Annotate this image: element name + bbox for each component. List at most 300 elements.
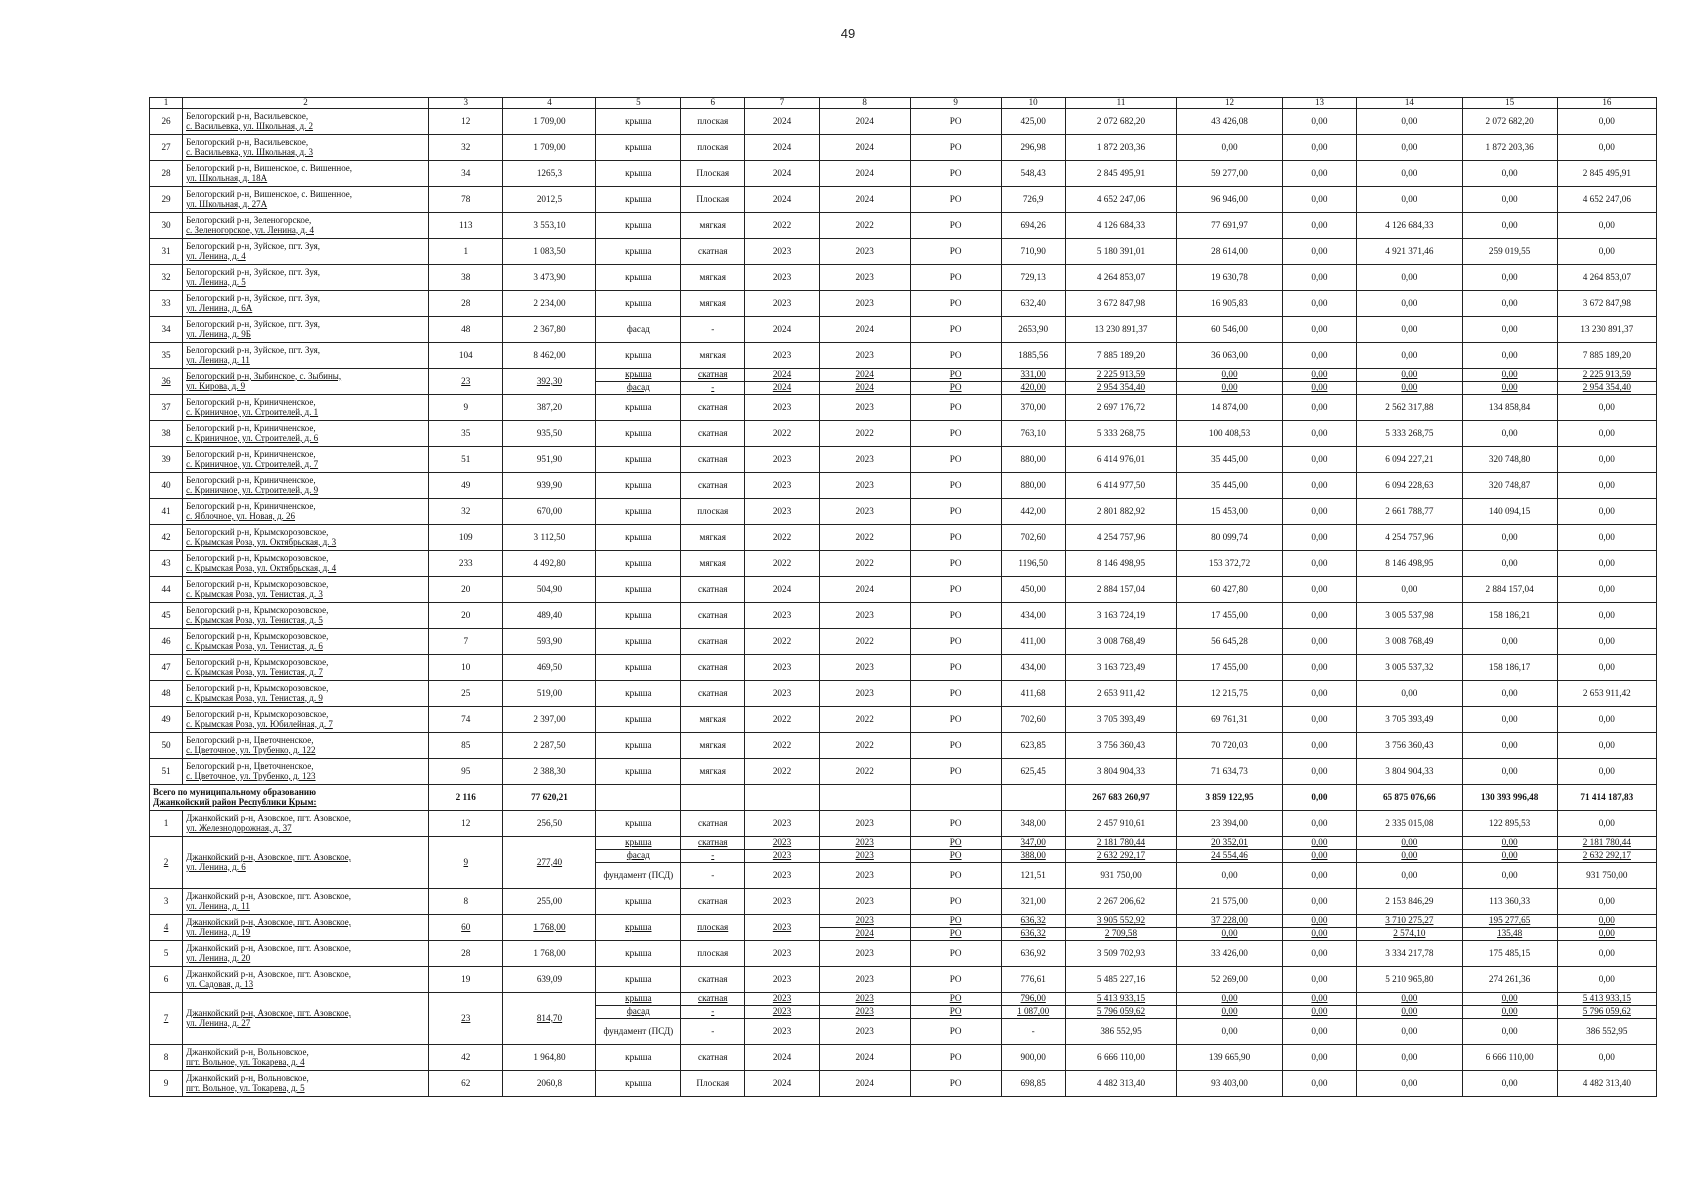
cell-c3: 74 [429, 707, 503, 733]
cell-c3: 10 [429, 655, 503, 681]
cell-c14: 2 574,10 [1357, 928, 1462, 941]
cell-c11: 6 414 977,50 [1065, 473, 1177, 499]
table-row [150, 681, 1657, 707]
cell-c10: 434,00 [1001, 655, 1065, 681]
address-line-2: с. Криничное, ул. Строителей, д. 9 [186, 484, 319, 495]
cell-c13: 0,00 [1282, 1071, 1356, 1097]
address-line-1: Белогорский р-н, Цветочненское, [186, 760, 314, 771]
table-row [150, 473, 1657, 499]
cell-c6: скатная [681, 395, 745, 421]
cell-c6: - [681, 317, 745, 343]
row-number: 32 [150, 265, 183, 291]
cell-c9: РО [910, 421, 1001, 447]
total-label [150, 785, 429, 811]
cell-c7: 2022 [745, 421, 819, 447]
cell-c13: 0,00 [1282, 473, 1356, 499]
cell-c6: Плоская [681, 187, 745, 213]
cell-c12: 0,00 [1177, 369, 1282, 382]
table-row [150, 239, 1657, 265]
cell-c13: 0,00 [1282, 889, 1356, 915]
cell-c4: 951,90 [503, 447, 596, 473]
cell-c8: 2023 [819, 811, 910, 837]
address-cell [183, 551, 429, 577]
cell-c12: 36 063,00 [1177, 343, 1282, 369]
cell-c6: мягкая [681, 213, 745, 239]
cell-c7: 2023 [745, 941, 819, 967]
address-line-1: Белогорский р-н, Крымскорозовское, [186, 578, 329, 589]
cell-c12: 28 614,00 [1177, 239, 1282, 265]
address-cell [183, 369, 429, 395]
address-line-1: Белогорский р-н, Васильевское, [186, 110, 309, 121]
row-number: 5 [150, 941, 183, 967]
row-number: 29 [150, 187, 183, 213]
cell-c9: РО [910, 473, 1001, 499]
cell-c11: 6 666 110,00 [1065, 1045, 1177, 1071]
address-cell [183, 603, 429, 629]
cell-c7: 2024 [745, 187, 819, 213]
cell-c15: 1 872 203,36 [1462, 135, 1557, 161]
cell-c4: 3 553,10 [503, 213, 596, 239]
cell-c10: 321,00 [1001, 889, 1065, 915]
table-row [150, 1071, 1657, 1097]
cell-c5: фасад [596, 850, 681, 863]
cell-c15: 140 094,15 [1462, 499, 1557, 525]
cell-c12: 14 874,00 [1177, 395, 1282, 421]
cell-c10: 347,00 [1001, 837, 1065, 850]
cell-c3: 19 [429, 967, 503, 993]
cell-c16: 2 954 354,40 [1557, 382, 1656, 395]
cell-c6: скатная [681, 473, 745, 499]
cell-c15: 0,00 [1462, 291, 1557, 317]
cell-c9: РО [910, 291, 1001, 317]
cell-c11: 8 146 498,95 [1065, 551, 1177, 577]
cell-c3: 60 [429, 915, 503, 941]
address-line-1: Белогорский р-н, Криничненское, [186, 396, 316, 407]
cell-c16: 5 796 059,62 [1557, 1006, 1656, 1019]
cell-c8: 2023 [819, 395, 910, 421]
row-number: 47 [150, 655, 183, 681]
address-line-1: Белогорский р-н, Крымскорозовское, [186, 552, 329, 563]
cell-c14: 0,00 [1357, 109, 1462, 135]
row-number: 36 [150, 369, 183, 395]
address-line-1: Джанкойский р-н, Азовское, пгт. Азовское, [186, 916, 351, 927]
cell-c6: скатная [681, 681, 745, 707]
cell-c12: 96 946,00 [1177, 187, 1282, 213]
table-row [150, 733, 1657, 759]
cell-c6: плоская [681, 915, 745, 941]
cell-c12: 93 403,00 [1177, 1071, 1282, 1097]
cell-c4: 593,90 [503, 629, 596, 655]
table-row [150, 395, 1657, 421]
cell-c3: 34 [429, 161, 503, 187]
address-line-2: с. Крымская Роза, ул. Октябрьская, д. 4 [186, 562, 337, 573]
cell-c11: 4 652 247,06 [1065, 187, 1177, 213]
address-cell [183, 421, 429, 447]
cell-c14: 3 705 393,49 [1357, 707, 1462, 733]
cell-c12: 0,00 [1177, 993, 1282, 1006]
cell-c14: 3 710 275,27 [1357, 915, 1462, 928]
cell-c5: крыша [596, 655, 681, 681]
cell-c16: 0,00 [1557, 109, 1656, 135]
address-line-2: с. Крымская Роза, ул. Юбилейная, д. 7 [186, 718, 333, 729]
address-line-2: ул. Ленина, д. 11 [186, 354, 250, 365]
cell-c7: 2022 [745, 525, 819, 551]
cell-c7: 2023 [745, 343, 819, 369]
cell-c13: 0,00 [1282, 941, 1356, 967]
cell-c8: 2023 [819, 291, 910, 317]
table-row [150, 343, 1657, 369]
cell-c14: 0,00 [1357, 135, 1462, 161]
column-header-13: 13 [1282, 98, 1356, 109]
cell-c8: 2024 [819, 187, 910, 213]
cell-c9: РО [910, 850, 1001, 863]
cell-c8: 2023 [819, 889, 910, 915]
row-number: 26 [150, 109, 183, 135]
cell-c11: 3 756 360,43 [1065, 733, 1177, 759]
cell-c5: крыша [596, 889, 681, 915]
cell-c16: 5 413 933,15 [1557, 993, 1656, 1006]
cell-c11: 5 796 059,62 [1065, 1006, 1177, 1019]
cell-c3: 12 [429, 811, 503, 837]
cell-c10: 623,85 [1001, 733, 1065, 759]
address-line-2: с. Зеленогорское, ул. Ленина, д. 4 [186, 224, 315, 235]
cell-c13: 0,00 [1282, 447, 1356, 473]
row-number: 7 [150, 993, 183, 1045]
cell-c8: 2023 [819, 655, 910, 681]
address-line-2: ул. Ленина, д. 9Б [186, 328, 251, 339]
cell-c7: 2024 [745, 1071, 819, 1097]
address-line-1: Белогорский р-н, Крымскорозовское, [186, 708, 329, 719]
cell-c8: 2023 [819, 993, 910, 1006]
cell-c10: 442,00 [1001, 499, 1065, 525]
cell-c3: 7 [429, 629, 503, 655]
cell-c12: 37 228,00 [1177, 915, 1282, 928]
address-line-2: ул. Школьная, д. 18А [186, 172, 268, 183]
cell-c8: 2024 [819, 928, 910, 941]
row-number: 4 [150, 915, 183, 941]
address-line-2: ул. Железнодорожная, д. 37 [186, 822, 292, 833]
cell-c10: 632,40 [1001, 291, 1065, 317]
cell-c9: РО [910, 993, 1001, 1006]
cell-c16: 0,00 [1557, 213, 1656, 239]
cell-c12: 20 352,01 [1177, 837, 1282, 850]
cell-c15: 135,48 [1462, 928, 1557, 941]
cell-c7: 2023 [745, 655, 819, 681]
address-line-2: ул. Ленина, д. 4 [186, 250, 246, 261]
address-line-1: Белогорский р-н, Криничненское, [186, 422, 316, 433]
table-row [150, 577, 1657, 603]
cell-c16: 0,00 [1557, 759, 1656, 785]
cell-c11: 3 509 702,93 [1065, 941, 1177, 967]
cell-c11: 5 413 933,15 [1065, 993, 1177, 1006]
cell-c14: 0,00 [1357, 837, 1462, 850]
cell-c5: крыша [596, 759, 681, 785]
cell-c9: РО [910, 239, 1001, 265]
cell-c12: 100 408,53 [1177, 421, 1282, 447]
column-header-4: 4 [503, 98, 596, 109]
cell-c10: 702,60 [1001, 525, 1065, 551]
address-line-1: Белогорский р-н, Зуйское, пгт. Зуя, [186, 318, 321, 329]
cell-c5: крыша [596, 213, 681, 239]
cell-c16: 3 672 847,98 [1557, 291, 1656, 317]
cell-c16: 0,00 [1557, 967, 1656, 993]
address-cell [183, 499, 429, 525]
cell-c5: крыша [596, 629, 681, 655]
page-number: 49 [840, 26, 856, 41]
cell-c11: 13 230 891,37 [1065, 317, 1177, 343]
address-line-2: ул. Кирова, д. 9 [186, 380, 246, 391]
cell-c7: 2024 [745, 577, 819, 603]
cell-c5: крыша [596, 291, 681, 317]
address-line-1: Джанкойский р-н, Азовское, пгт. Азовское, [186, 890, 351, 901]
cell-c5: фасад [596, 317, 681, 343]
address-line-1: Белогорский р-н, Крымскорозовское, [186, 630, 329, 641]
cell-c12: 77 691,97 [1177, 213, 1282, 239]
cell-c7: 2023 [745, 681, 819, 707]
cell-c4: 2 367,80 [503, 317, 596, 343]
cell-c5: крыша [596, 187, 681, 213]
cell-c9: РО [910, 928, 1001, 941]
cell-c6: - [681, 382, 745, 395]
address-line-2: с. Васильевка, ул. Школьная, д. 2 [186, 120, 314, 131]
cell-c6: скатная [681, 369, 745, 382]
cell-c7: 2023 [745, 915, 819, 941]
table-row [150, 707, 1657, 733]
column-header-10: 10 [1001, 98, 1065, 109]
cell-c12: 15 453,00 [1177, 499, 1282, 525]
row-number: 49 [150, 707, 183, 733]
cell-c11: 2 457 910,61 [1065, 811, 1177, 837]
cell-c3: 9 [429, 837, 503, 889]
cell-c6: скатная [681, 811, 745, 837]
address-cell [183, 889, 429, 915]
address-line-2: пгт. Вольное, ул. Токарева, д. 5 [186, 1082, 305, 1093]
address-line-1: Белогорский р-н, Крымскорозовское, [186, 656, 329, 667]
cell-c16: 0,00 [1557, 395, 1656, 421]
cell-c3: 38 [429, 265, 503, 291]
cell-c9: РО [910, 447, 1001, 473]
cell-c4: 2 287,50 [503, 733, 596, 759]
cell-c16: 0,00 [1557, 629, 1656, 655]
cell-c4: 3 473,90 [503, 265, 596, 291]
cell-c9: РО [910, 369, 1001, 382]
cell-c10: 296,98 [1001, 135, 1065, 161]
cell-c11: 3 163 724,19 [1065, 603, 1177, 629]
cell-c8: 2023 [819, 850, 910, 863]
cell-c16: 0,00 [1557, 421, 1656, 447]
address-line-2: пгт. Вольное, ул. Токарева, д. 4 [186, 1056, 305, 1067]
cell-c13: 0,00 [1282, 499, 1356, 525]
cell-c4: 3 112,50 [503, 525, 596, 551]
cell-c13: 0,00 [1282, 993, 1356, 1006]
cell-c11: 4 482 313,40 [1065, 1071, 1177, 1097]
cell-c15: 0,00 [1462, 317, 1557, 343]
address-line-2: с. Крымская Роза, ул. Октябрьская, д. 3 [186, 536, 337, 547]
cell-c16: 0,00 [1557, 889, 1656, 915]
cell-c13: 0,00 [1282, 850, 1356, 863]
cell-c13: 0,00 [1282, 135, 1356, 161]
cell-c5: крыша [596, 733, 681, 759]
address-line-2: ул. Школьная, д. 27А [186, 198, 268, 209]
cell-c5: фундамент (ПСД) [596, 1019, 681, 1045]
cell-c5: крыша [596, 1045, 681, 1071]
cell-c10: 702,60 [1001, 707, 1065, 733]
cell-c15: 0,00 [1462, 213, 1557, 239]
cell-c12: 0,00 [1177, 1006, 1282, 1019]
row-number: 44 [150, 577, 183, 603]
cell-c8: 2023 [819, 239, 910, 265]
cell-c5: крыша [596, 343, 681, 369]
cell-c13: 0,00 [1282, 1006, 1356, 1019]
cell-c9: РО [910, 1006, 1001, 1019]
total-empty-5 [596, 785, 681, 811]
cell-c4: 1 709,00 [503, 135, 596, 161]
cell-c14: 5 333 268,75 [1357, 421, 1462, 447]
table-row [150, 889, 1657, 915]
cell-c15: 122 895,53 [1462, 811, 1557, 837]
table-row [150, 603, 1657, 629]
cell-c16: 0,00 [1557, 707, 1656, 733]
cell-c7: 2023 [745, 395, 819, 421]
cell-c11: 2 632 292,17 [1065, 850, 1177, 863]
cell-c9: РО [910, 707, 1001, 733]
address-cell [183, 577, 429, 603]
cell-c4: 392,30 [503, 369, 596, 395]
total-c16: 71 414 187,83 [1557, 785, 1656, 811]
table-row [150, 187, 1657, 213]
cell-c5: крыша [596, 603, 681, 629]
cell-c10: 420,00 [1001, 382, 1065, 395]
cell-c6: скатная [681, 967, 745, 993]
total-row [150, 785, 1657, 811]
cell-c7: 2023 [745, 265, 819, 291]
cell-c15: 0,00 [1462, 1019, 1557, 1045]
cell-c10: 331,00 [1001, 369, 1065, 382]
cell-c12: 19 630,78 [1177, 265, 1282, 291]
cell-c4: 277,40 [503, 837, 596, 889]
cell-c14: 3 334 217,78 [1357, 941, 1462, 967]
cell-c11: 3 672 847,98 [1065, 291, 1177, 317]
cell-c10: 1 087,00 [1001, 1006, 1065, 1019]
cell-c4: 1 083,50 [503, 239, 596, 265]
cell-c12: 16 905,83 [1177, 291, 1282, 317]
address-line-1: Белогорский р-н, Васильевское, [186, 136, 309, 147]
row-number: 8 [150, 1045, 183, 1071]
cell-c15: 320 748,87 [1462, 473, 1557, 499]
column-header-14: 14 [1357, 98, 1462, 109]
address-line-1: Белогорский р-н, Крымскорозовское, [186, 682, 329, 693]
cell-c3: 25 [429, 681, 503, 707]
cell-c14: 2 562 317,88 [1357, 395, 1462, 421]
cell-c7: 2022 [745, 733, 819, 759]
cell-c5: крыша [596, 161, 681, 187]
cell-c4: 939,90 [503, 473, 596, 499]
address-line-1: Белогорский р-н, Криничненское, [186, 474, 316, 485]
cell-c10: 388,00 [1001, 850, 1065, 863]
table-body [150, 98, 1657, 1097]
cell-c8: 2023 [819, 915, 910, 928]
row-number: 51 [150, 759, 183, 785]
cell-c13: 0,00 [1282, 291, 1356, 317]
cell-c13: 0,00 [1282, 343, 1356, 369]
cell-c16: 0,00 [1557, 1045, 1656, 1071]
cell-c11: 1 872 203,36 [1065, 135, 1177, 161]
total-empty-10 [1001, 785, 1065, 811]
cell-c12: 43 426,08 [1177, 109, 1282, 135]
cell-c16: 0,00 [1557, 499, 1656, 525]
cell-c11: 2 845 495,91 [1065, 161, 1177, 187]
cell-c4: 2060,8 [503, 1071, 596, 1097]
cell-c15: 134 858,84 [1462, 395, 1557, 421]
cell-c5: крыша [596, 447, 681, 473]
table-row [150, 525, 1657, 551]
cell-c5: фундамент (ПСД) [596, 863, 681, 889]
cell-c15: 0,00 [1462, 421, 1557, 447]
address-line-2: с. Крымская Роза, ул. Тенистая, д. 6 [186, 640, 323, 651]
cell-c16: 4 482 313,40 [1557, 1071, 1656, 1097]
cell-c11: 4 126 684,33 [1065, 213, 1177, 239]
cell-c14: 0,00 [1357, 1006, 1462, 1019]
cell-c6: скатная [681, 629, 745, 655]
cell-c3: 104 [429, 343, 503, 369]
cell-c5: крыша [596, 941, 681, 967]
address-line-2: ул. Ленина, д. 19 [186, 926, 251, 937]
cell-c10: 726,9 [1001, 187, 1065, 213]
cell-c4: 1 964,80 [503, 1045, 596, 1071]
address-line-2: с. Крымская Роза, ул. Тенистая, д. 7 [186, 666, 323, 677]
cell-c6: - [681, 1006, 745, 1019]
cell-c13: 0,00 [1282, 109, 1356, 135]
cell-c14: 3 005 537,98 [1357, 603, 1462, 629]
cell-c14: 0,00 [1357, 1019, 1462, 1045]
cell-c5: крыша [596, 1071, 681, 1097]
cell-c6: мягкая [681, 733, 745, 759]
cell-c8: 2023 [819, 603, 910, 629]
cell-c9: РО [910, 109, 1001, 135]
table-row [150, 759, 1657, 785]
cell-c16: 0,00 [1557, 941, 1656, 967]
address-line-1: Белогорский р-н, Криничненское, [186, 500, 316, 511]
cell-c8: 2022 [819, 707, 910, 733]
row-number: 46 [150, 629, 183, 655]
cell-c9: РО [910, 941, 1001, 967]
row-number: 9 [150, 1071, 183, 1097]
cell-c16: 4 652 247,06 [1557, 187, 1656, 213]
cell-c4: 387,20 [503, 395, 596, 421]
cell-c8: 2024 [819, 161, 910, 187]
cell-c15: 0,00 [1462, 1071, 1557, 1097]
cell-c13: 0,00 [1282, 603, 1356, 629]
cell-c9: РО [910, 551, 1001, 577]
cell-c7: 2023 [745, 811, 819, 837]
cell-c5: крыша [596, 499, 681, 525]
total-c15: 130 393 996,48 [1462, 785, 1557, 811]
cell-c13: 0,00 [1282, 369, 1356, 382]
column-header-2: 2 [183, 98, 429, 109]
cell-c14: 3 008 768,49 [1357, 629, 1462, 655]
address-line-1: Джанкойский р-н, Азовское, пгт. Азовское, [186, 851, 351, 862]
cell-c6: мягкая [681, 265, 745, 291]
address-cell [183, 915, 429, 941]
cell-c13: 0,00 [1282, 759, 1356, 785]
cell-c5: крыша [596, 967, 681, 993]
cell-c14: 6 094 227,21 [1357, 447, 1462, 473]
cell-c3: 1 [429, 239, 503, 265]
cell-c7: 2023 [745, 1019, 819, 1045]
address-cell [183, 681, 429, 707]
cell-c9: РО [910, 629, 1001, 655]
cell-c11: 386 552,95 [1065, 1019, 1177, 1045]
